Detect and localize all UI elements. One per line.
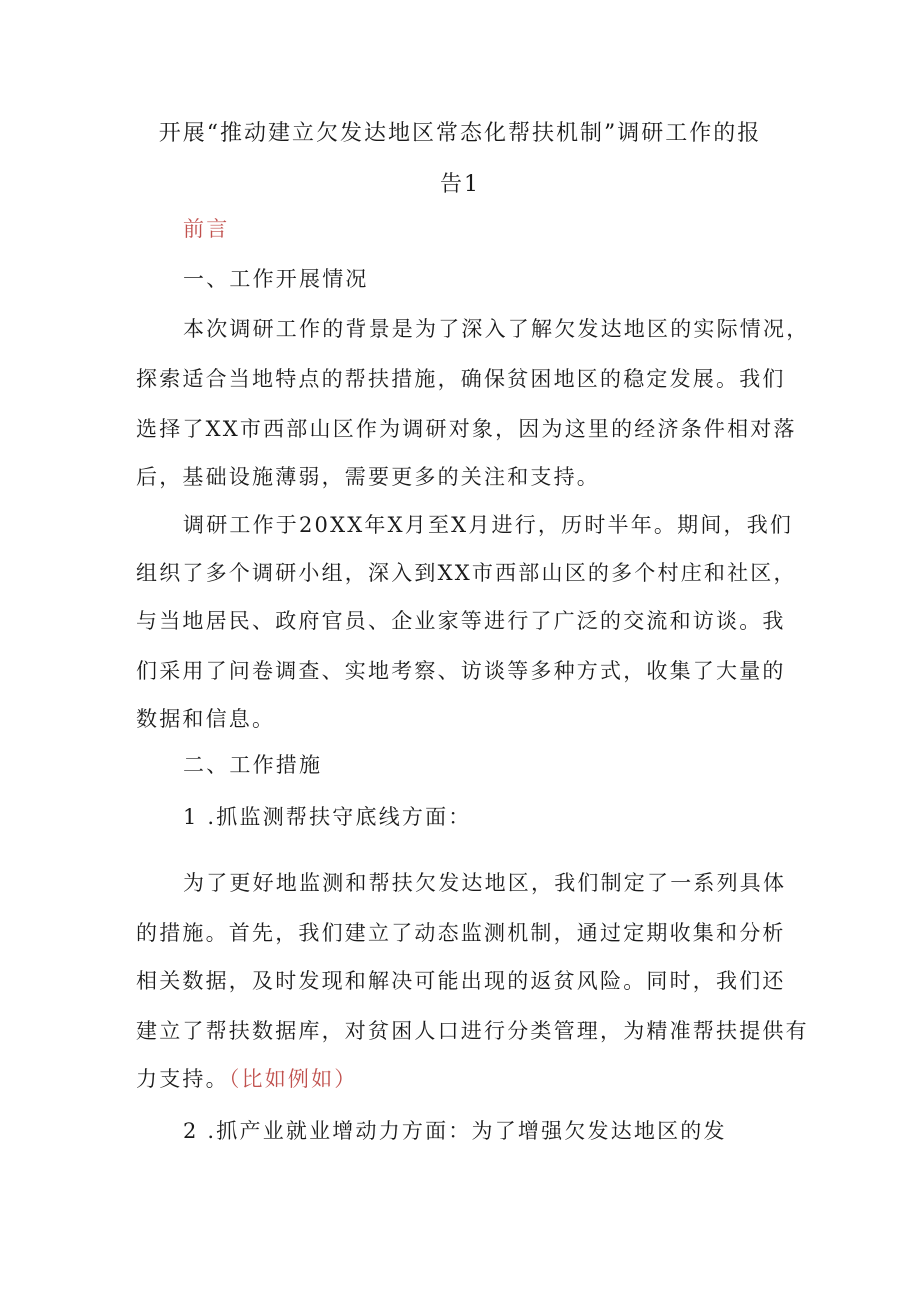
item-heading-2: 2 .抓产业就业增动力方面：为了增强欠发达地区的发: [183, 1119, 727, 1143]
paragraph-line: 的措施。首先，我们建立了动态监测机制，通过定期收集和分析: [136, 921, 786, 945]
paragraph-line: 为了更好地监测和帮扶欠发达地区，我们制定了一系列具体: [183, 871, 787, 895]
paragraph-line: 相关数据，及时发现和解决可能出现的返贫风险。同时，我们还: [136, 969, 786, 993]
paragraph-line: 与当地居民、政府官员、企业家等进行了广泛的交流和访谈。我: [136, 609, 786, 633]
section-heading-2: 二、工作措施: [183, 753, 323, 777]
document-title-line-2: 告1: [440, 172, 480, 197]
paragraph-line: 们采用了问卷调查、实地考察、访谈等多种方式，收集了大量的: [136, 659, 786, 683]
paragraph-line: 后，基础设施薄弱，需要更多的关注和支持。: [136, 465, 600, 489]
paragraph-line: 选择了XX市西部山区作为调研对象，因为这里的经济条件相对落: [136, 417, 797, 441]
preface-label: 前言: [183, 217, 230, 241]
paragraph-line: [136, 1063, 358, 1093]
paragraph-line: 建立了帮扶数据库，对贫困人口进行分类管理，为精准帮扶提供有: [136, 1019, 809, 1043]
paragraph-line: 调研工作于20XX年X月至X月进行，历时半年。期间，我们: [183, 513, 794, 537]
section-heading-1: 一、工作开展情况: [183, 267, 369, 291]
item-heading-1: 1 .抓监测帮扶守底线方面：: [183, 805, 472, 829]
example-note: （比如例如）: [228, 1067, 358, 1091]
paragraph-line: 数据和信息。: [136, 707, 276, 731]
paragraph-line: 探索适合当地特点的帮扶措施，确保贫困地区的稳定发展。我们: [136, 367, 786, 391]
paragraph-text: 力支持。: [136, 1067, 229, 1091]
paragraph-line: 组织了多个调研小组，深入到XX市西部山区的多个村庄和社区，: [136, 561, 797, 585]
paragraph-line: 本次调研工作的背景是为了深入了解欠发达地区的实际情况，: [183, 317, 810, 341]
document-title-line-1: 开展“推动建立欠发达地区常态化帮扶机制”调研工作的报: [158, 121, 762, 146]
